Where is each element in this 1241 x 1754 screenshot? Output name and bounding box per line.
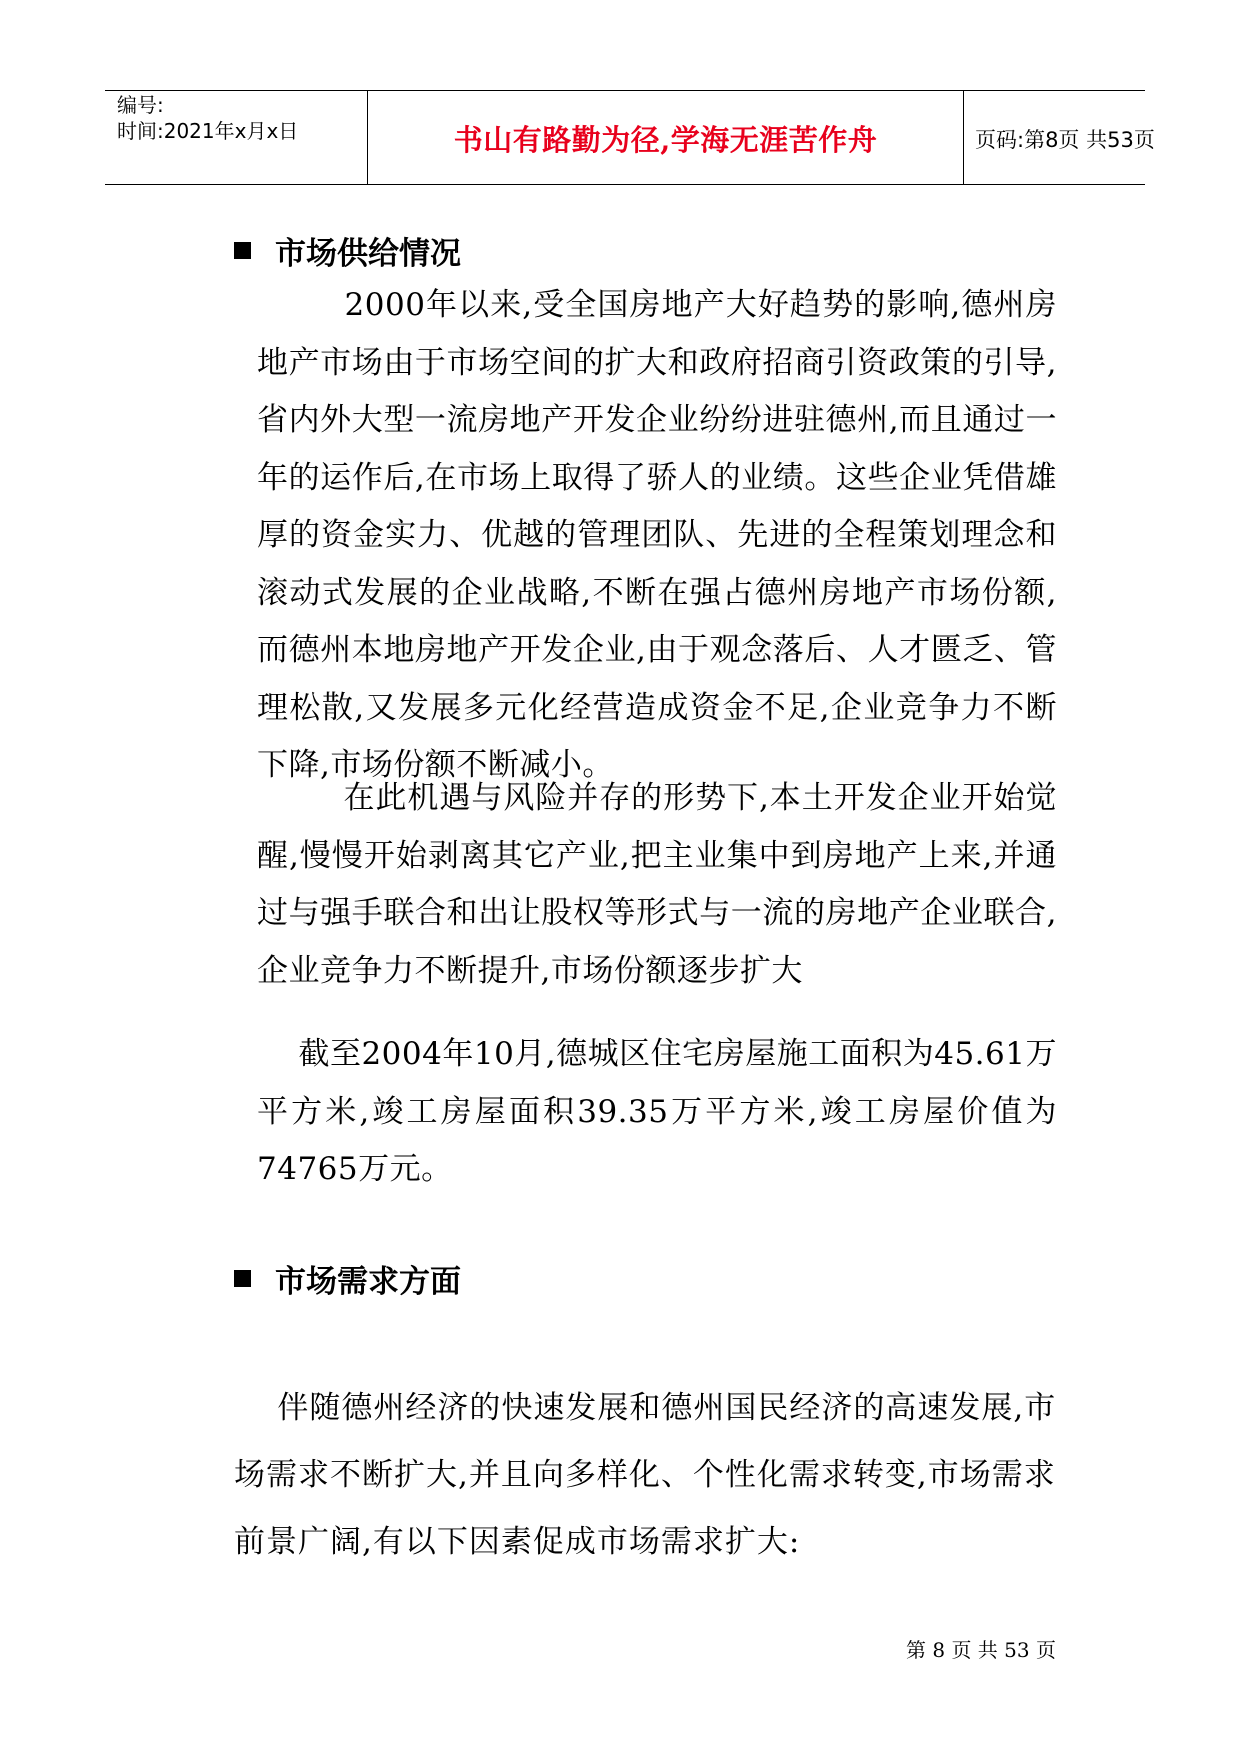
header-page-info: 页码:第8页 共53页: [975, 128, 1155, 152]
motto-text: 书山有路勤为径,学海无涯苦作舟: [453, 123, 878, 157]
page-footer: 第 8 页 共 53 页: [906, 1638, 1056, 1662]
section-title-supply: [234, 228, 461, 273]
section-title-text: 市场供给情况: [275, 236, 461, 272]
square-bullet-icon: [234, 1270, 251, 1287]
square-bullet-icon: [234, 242, 251, 259]
document-number-label: 编号:: [117, 93, 164, 117]
header-info-cell: [105, 91, 368, 184]
paragraph-supply-2: 在此机遇与风险并存的形势下,本土开发企业开始觉醒,慢慢开始剥离其它产业,把主业集中到房地产上来,并通过与强手联合和出让股权等形式与一流的房地产企业联合,企业竞争力不断提升,市场份额逐步扩大: [257, 780, 1057, 989]
paragraph-supply-1: 2000年以来,受全国房地产大好趋势的影响,德州房地产市场由于市场空间的扩大和政府招商引资政策的引导,省内外大型一流房地产开发企业纷纷进驻德州,而且通过一年的运作后,在市场上取得了骄人的业绩。这些企业凭借雄厚的资金实力、优越的管理团队、先进的全程策划理念和滚动式发展的企业战略,不断在强占德州房地产市场份额,而德州本地房地产开发企业,由于观念落后、人才匮乏、管理松散,又发展多元化经营造成资金不足,企业竞争力不断下降,市场份额不断减小。: [257, 287, 1057, 783]
section-title-text: 市场需求方面: [275, 1264, 461, 1300]
document-time-label: 时间:2021年x月x日: [117, 119, 299, 143]
paragraph-demand-1: 伴随德州经济的快速发展和德州国民经济的高速发展,市场需求不断扩大,并且向多样化、个性化需求转变,市场需求前景广阔,有以下因素促成市场需求扩大:: [234, 1390, 1057, 1560]
header-page-cell: [965, 91, 1155, 184]
page-header: [105, 90, 1155, 185]
paragraph-supply-3: 截至2004年10月,德城区住宅房屋施工面积为45.61万平方米,竣工房屋面积39.35万平方米,竣工房屋价值为74765万元。: [257, 1036, 1057, 1187]
section-title-demand: [234, 1256, 461, 1301]
header-motto-cell: [368, 91, 964, 184]
